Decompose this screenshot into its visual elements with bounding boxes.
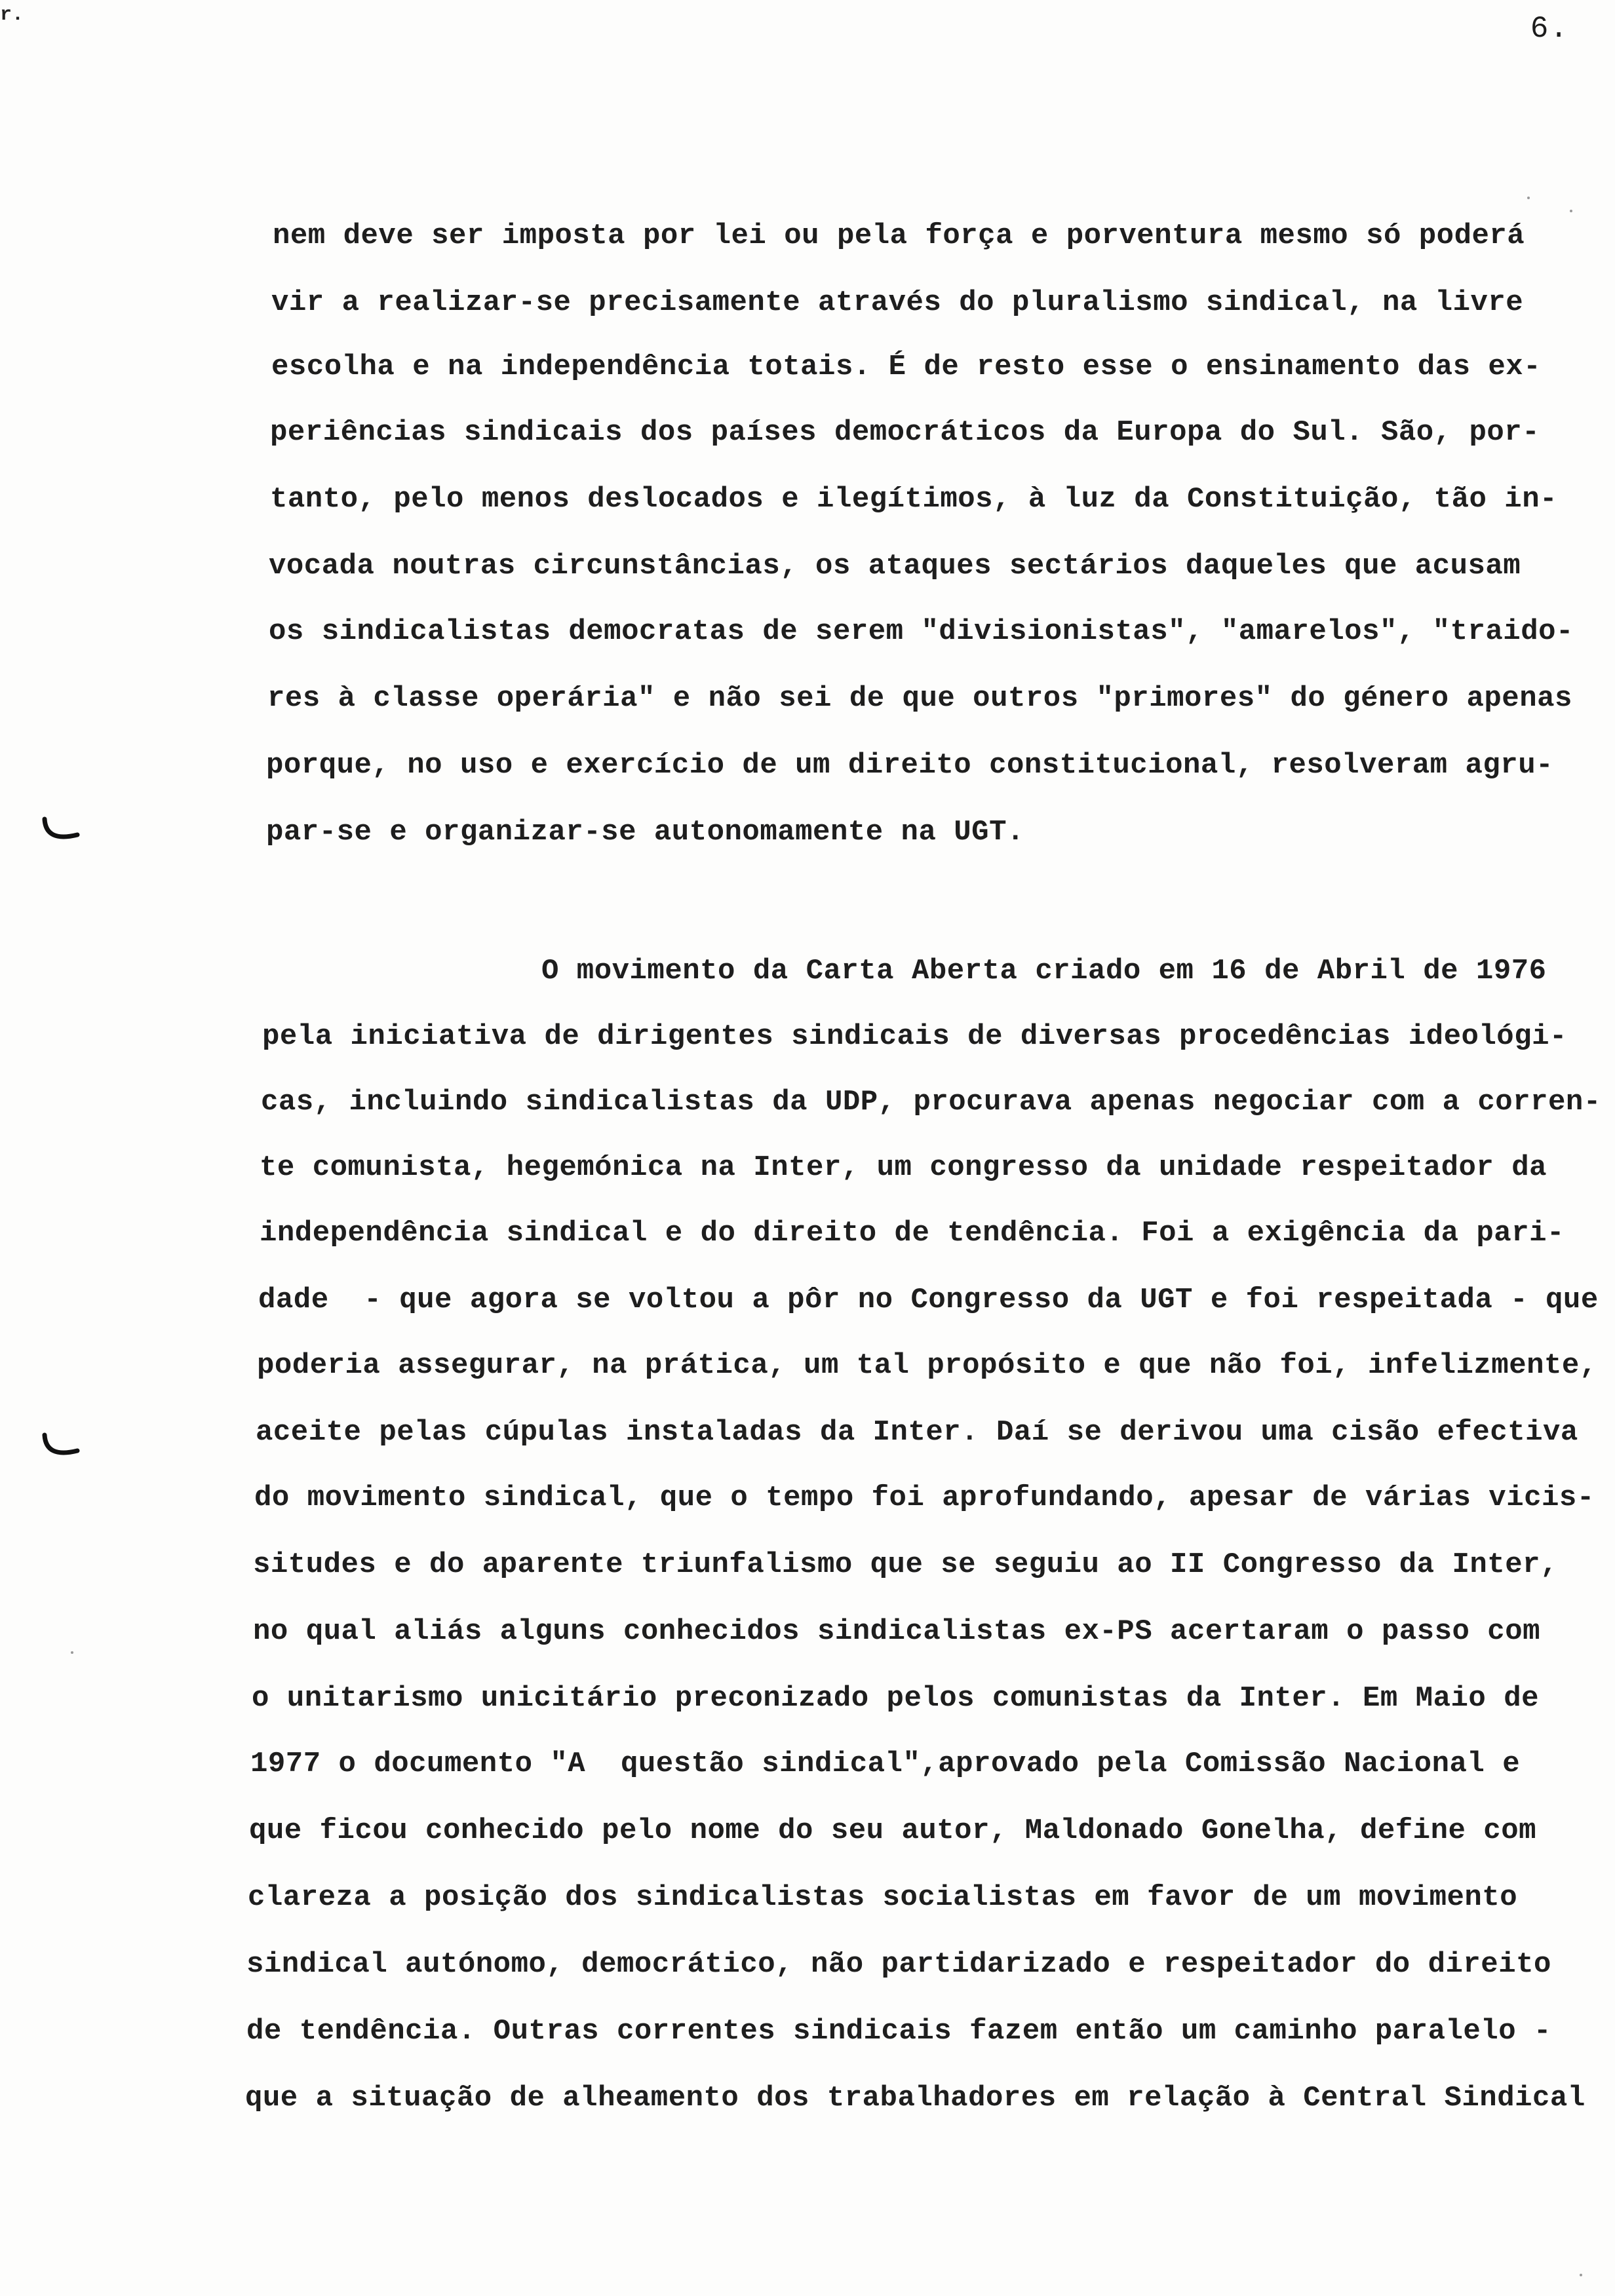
text-line: situdes e do aparente triunfalismo que se seguiu ao II Congresso da Inter, [253,1548,1558,1581]
text-line: os sindicalistas democratas de serem "divisionistas", "amarelos", "traido- [269,615,1574,648]
scan-speck [1570,210,1572,212]
text-line: no qual aliás alguns conhecidos sindicalistas ex-PS acertaram o passo com [253,1615,1541,1648]
text-line: sindical autónomo, democrático, não partidarizado e respeitador do direito [246,1948,1551,1981]
text-line: poderia assegurar, na prática, um tal propósito e que não foi, infelizmente, [257,1349,1597,1382]
text-line: escolha e na independência totais. É de resto esse o ensinamento das ex- [271,351,1542,383]
corner-mark: r. [0,4,24,26]
text-line: de tendência. Outras correntes sindicais fazem então um caminho paralelo - [246,2015,1551,2048]
text-line: O movimento da Carta Aberta criado em 16 de Abril de 1976 [541,955,1547,987]
text-line: tanto, pelo menos deslocados e ilegítimos, à luz da Constituição, tão in- [270,483,1558,516]
text-line: periências sindicais dos países democráticos da Europa do Sul. São, por- [270,416,1540,449]
text-line: porque, no uso e exercício de um direito constitucional, resolveram agru- [266,749,1554,782]
text-line: vir a realizar-se precisamente através do pluralismo sindical, na livre [271,286,1524,319]
text-line: o unitarismo unicitário preconizado pelos comunistas da Inter. Em Maio de [252,1682,1540,1715]
text-line: aceite pelas cúpulas instaladas da Inter. Daí se derivou uma cisão efectiva [256,1416,1578,1449]
binder-hole-mark [41,1428,81,1469]
text-line: par-se e organizar-se autonomamente na UGT. [266,816,1024,849]
text-line: clareza a posição dos sindicalistas socialistas em favor de um movimento [248,1881,1518,1914]
text-line: que a situação de alheamento dos trabalhadores em relação à Central Sindical [245,2082,1586,2114]
scan-speck [1580,2274,1582,2276]
text-line: independência sindical e do direito de tendência. Foi a exigência da pari- [260,1217,1565,1250]
text-line: vocada noutras circunstâncias, os ataques sectários daqueles que acusam [269,550,1521,583]
text-line: que ficou conhecido pelo nome do seu autor, Maldonado Gonelha, define com [249,1814,1537,1847]
scan-speck [1527,197,1530,199]
page-number: 6. [1530,12,1569,46]
text-line: pela iniciativa de dirigentes sindicais de diversas procedências ideológi- [262,1020,1567,1053]
scan-speck [71,1651,73,1654]
text-line: res à classe operária" e não sei de que outros "primores" do género apenas [267,682,1572,715]
text-line: te comunista, hegemónica na Inter, um congresso da unidade respeitador da [260,1151,1547,1184]
text-line: nem deve ser imposta por lei ou pela força e porventura mesmo só poderá [273,220,1525,252]
binder-hole-mark [41,813,81,853]
text-line: dade - que agora se voltou a pôr no Congresso da UGT e foi respeitada - que [258,1284,1599,1316]
text-line: 1977 o documento "A questão sindical",aprovado pela Comissão Nacional e [250,1748,1521,1780]
text-line: cas, incluindo sindicalistas da UDP, procurava apenas negociar com a corren- [261,1086,1601,1119]
text-line: do movimento sindical, que o tempo foi aprofundando, apesar de várias vicis- [254,1482,1595,1514]
